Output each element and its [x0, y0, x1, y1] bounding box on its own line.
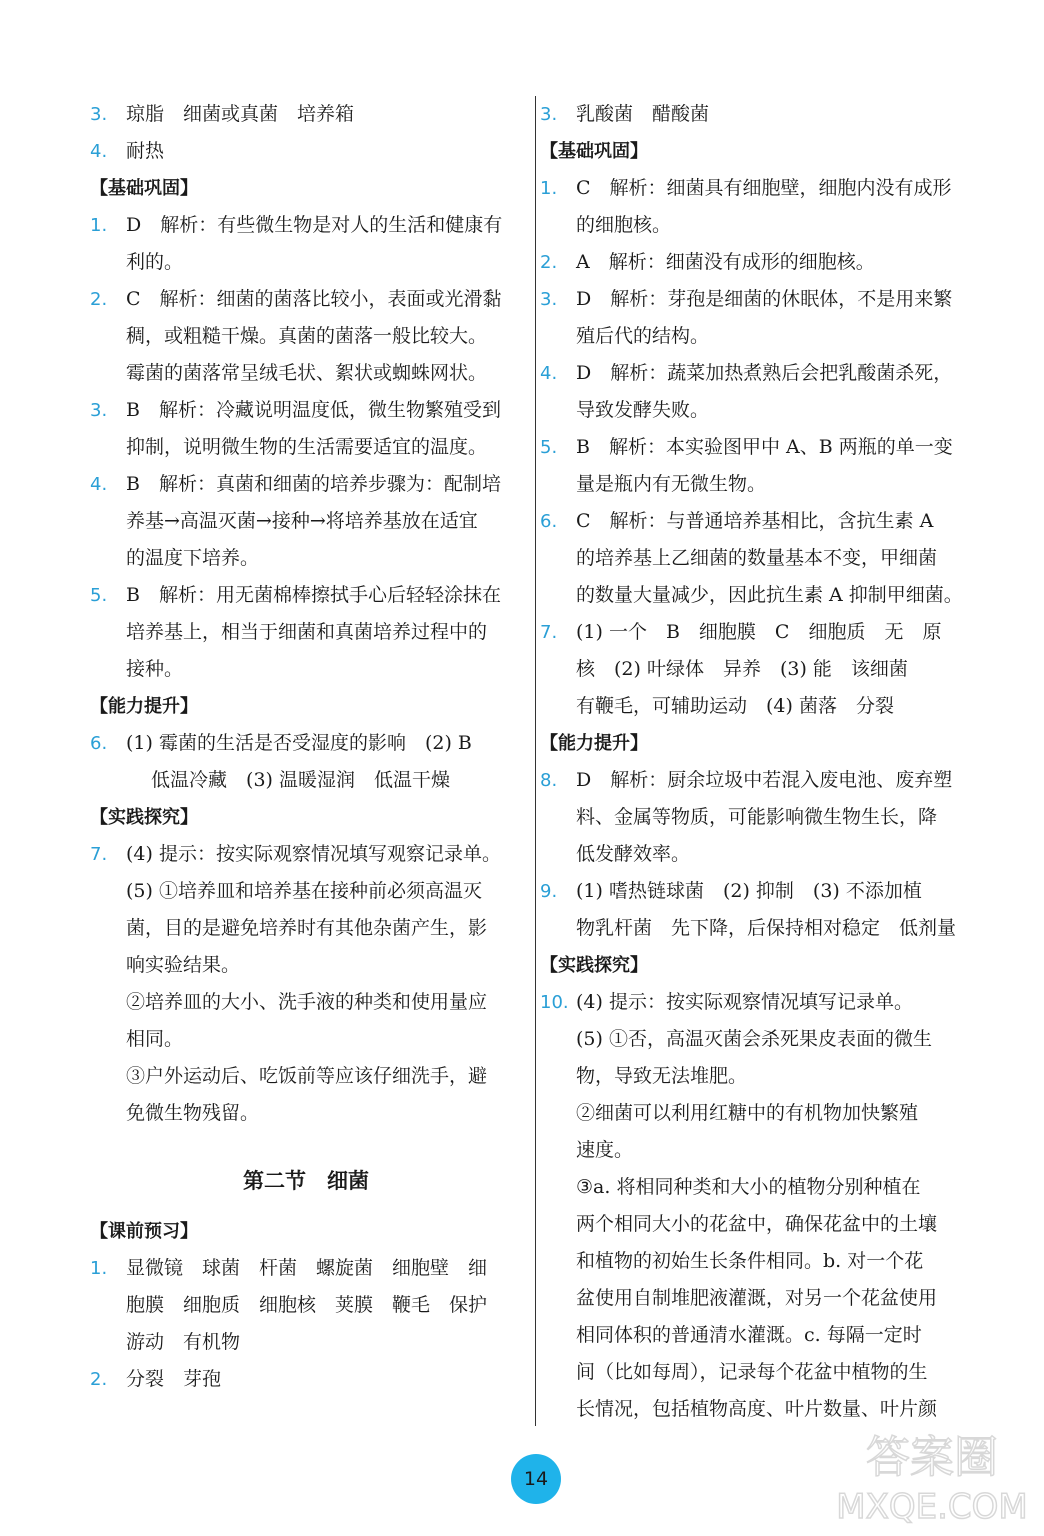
answer-item	[90, 133, 522, 170]
text-line: 低发酵效率。	[576, 843, 691, 865]
item-text	[126, 466, 522, 577]
item-text	[126, 725, 522, 799]
text-line: ③户外运动后、吃饭前等应该仔细洗手，避	[126, 1065, 488, 1087]
item-text	[576, 762, 976, 873]
item-text	[576, 984, 976, 1428]
item-text	[126, 577, 522, 688]
page-number-badge	[511, 1454, 561, 1504]
answer-item	[540, 614, 976, 725]
text-line: 的温度下培养。	[126, 547, 260, 569]
text-line: 霉菌的菌落常呈绒毛状、絮状或蜘蛛网状。	[126, 362, 488, 384]
item-text	[576, 170, 976, 244]
text-line: 盆使用自制堆肥液灌溉，对另一个花盆使用	[576, 1287, 938, 1309]
chapter-title: 第二节 细菌	[243, 1168, 369, 1193]
item-number: 7.	[540, 622, 558, 643]
text-line: (4) 提示：按实际观察情况填写观察记录单。	[126, 843, 501, 865]
section-heading: 【能力提升】	[540, 733, 648, 754]
text-line: 两个相同大小的花盆中，确保花盆中的土壤	[576, 1213, 938, 1235]
item-text	[576, 429, 976, 503]
answer-item	[540, 762, 976, 873]
text-line: 接种。	[126, 658, 184, 680]
answer-item	[90, 392, 522, 466]
text-line: 的细胞核。	[576, 214, 672, 236]
answer-item	[90, 207, 522, 281]
text-line: A 解析：细菌没有成形的细胞核。	[576, 251, 875, 273]
text-line: C 解析：细菌的菌落比较小，表面或光滑黏	[126, 288, 502, 310]
text-line: B 解析：本实验图甲中 A、B 两瓶的单一变	[576, 436, 953, 458]
answer-item	[540, 170, 976, 244]
item-text	[576, 281, 976, 355]
watermark-logo	[832, 1422, 1032, 1530]
text-line: ②培养皿的大小、洗手液的种类和使用量应	[126, 991, 488, 1013]
answer-item	[540, 244, 976, 281]
right-column	[540, 96, 976, 1428]
answer-item	[540, 281, 976, 355]
page-number: 14	[523, 1468, 549, 1490]
answer-item	[90, 281, 522, 392]
text-line: 物乳杆菌 先下降，后保持相对稳定 低剂量	[576, 917, 957, 939]
text-line: 殖后代的结构。	[576, 325, 710, 347]
item-number: 10.	[540, 992, 569, 1013]
item-text	[576, 873, 976, 947]
text-line: C 解析：与普通培养基相比，含抗生素 A	[576, 510, 934, 532]
text-line: 游动 有机物	[126, 1331, 241, 1353]
item-number: 2.	[90, 1369, 108, 1390]
text-line: 乳酸菌 醋酸菌	[576, 103, 710, 125]
text-line: (1) 一个 B 细胞膜 C 细胞质 无 原	[576, 621, 942, 643]
item-text	[576, 355, 976, 429]
section-heading: 【基础巩固】	[90, 178, 198, 199]
text-line: 胞膜 细胞质 细胞核 荚膜 鞭毛 保护	[126, 1294, 488, 1316]
item-number: 3.	[90, 400, 108, 421]
item-text	[576, 614, 976, 725]
text-line: 菌，目的是避免培养时有其他杂菌产生，影	[126, 917, 488, 939]
answer-item	[540, 873, 976, 947]
text-line: 速度。	[576, 1139, 634, 1161]
text-line: 显微镜 球菌 杆菌 螺旋菌 细胞壁 细	[126, 1257, 488, 1279]
text-line: (5) ①培养皿和培养基在接种前必须高温灭	[126, 880, 482, 902]
item-text	[126, 207, 522, 281]
text-line: 有鞭毛，可辅助运动 (4) 菌落 分裂	[576, 695, 894, 717]
text-line: 间（比如每周），记录每个花盆中植物的生	[576, 1361, 928, 1383]
text-line: (4) 提示：按实际观察情况填写记录单。	[576, 991, 913, 1013]
text-line: 低温冷藏 (3) 温暖湿润 低温干燥	[126, 769, 450, 791]
item-number: 5.	[90, 585, 108, 606]
text-line: (1) 霉菌的生活是否受湿度的影响 (2) B	[126, 732, 472, 754]
answer-item	[90, 466, 522, 577]
item-text	[576, 503, 976, 614]
text-line: D 解析：有些微生物是对人的生活和健康有	[126, 214, 503, 236]
text-line: 的培养基上乙细菌的数量基本不变，甲细菌	[576, 547, 938, 569]
section-heading: 【基础巩固】	[540, 141, 648, 162]
text-line: B 解析：真菌和细菌的培养步骤为：配制培	[126, 473, 501, 495]
text-line: 核 (2) 叶绿体 异养 (3) 能 该细菌	[576, 658, 908, 680]
text-line: C 解析：细菌具有细胞壁，细胞内没有成形	[576, 177, 952, 199]
watermark-line1: 答案圈	[866, 1432, 998, 1483]
answer-item	[90, 577, 522, 688]
item-text	[126, 392, 522, 466]
item-text	[126, 281, 522, 392]
section-heading: 【能力提升】	[90, 696, 198, 717]
item-number: 6.	[540, 511, 558, 532]
item-number: 3.	[540, 289, 558, 310]
text-line: 相同。	[126, 1028, 184, 1050]
text-line: 培养基上，相当于细菌和真菌培养过程中的	[126, 621, 488, 643]
text-line: D 解析：芽孢是细菌的休眠体，不是用来繁	[576, 288, 953, 310]
text-line: D 解析：厨余垃圾中若混入废电池、废弃塑	[576, 769, 953, 791]
item-number: 1.	[540, 178, 558, 199]
text-line: (1) 嗜热链球菌 (2) 抑制 (3) 不添加植	[576, 880, 922, 902]
text-line: B 解析：冷藏说明温度低，微生物繁殖受到	[126, 399, 501, 421]
item-text	[126, 836, 522, 1132]
watermark-line2: MXQE.COM	[836, 1487, 1028, 1527]
item-number: 3.	[540, 104, 558, 125]
text-line: 导致发酵失败。	[576, 399, 710, 421]
answer-item	[90, 96, 522, 133]
answer-item	[540, 429, 976, 503]
item-text	[576, 244, 976, 281]
answer-item	[540, 355, 976, 429]
item-text	[126, 133, 522, 170]
text-line: 利的。	[126, 251, 184, 273]
answer-item	[90, 1250, 522, 1361]
text-line: 的数量大量减少，因此抗生素 A 抑制甲细菌。	[576, 584, 963, 606]
text-line: 耐热	[126, 140, 165, 162]
item-number: 7.	[90, 844, 108, 865]
section-heading: 【实践探究】	[540, 955, 648, 976]
section-heading: 【实践探究】	[90, 807, 198, 828]
text-line: 长情况，包括植物高度、叶片数量、叶片颜	[576, 1398, 938, 1420]
answer-item	[540, 96, 976, 133]
item-number: 1.	[90, 1258, 108, 1279]
text-line: 响实验结果。	[126, 954, 241, 976]
item-number: 2.	[540, 252, 558, 273]
section-heading: 【课前预习】	[90, 1221, 198, 1242]
answer-item	[540, 984, 976, 1428]
item-text	[576, 96, 976, 133]
text-line: 料、金属等物质，可能影响微生物生长，降	[576, 806, 938, 828]
text-line: ③a. 将相同种类和大小的植物分别种植在	[576, 1176, 921, 1198]
text-line: (5) ①否，高温灭菌会杀死果皮表面的微生	[576, 1028, 932, 1050]
text-line: B 解析：用无菌棉棒擦拭手心后轻轻涂抹在	[126, 584, 501, 606]
item-number: 3.	[90, 104, 108, 125]
column-divider	[535, 96, 536, 1426]
item-number: 4.	[90, 141, 108, 162]
answer-item	[90, 836, 522, 1132]
text-line: D 解析：蔬菜加热煮熟后会把乳酸菌杀死，	[576, 362, 953, 384]
item-text	[126, 1361, 522, 1398]
text-line: 相同体积的普通清水灌溉。c. 每隔一定时	[576, 1324, 922, 1346]
item-number: 8.	[540, 770, 558, 791]
item-text	[126, 1250, 522, 1361]
item-text	[126, 96, 522, 133]
item-number: 4.	[90, 474, 108, 495]
item-number: 4.	[540, 363, 558, 384]
answer-item	[90, 1361, 522, 1398]
answer-item	[540, 503, 976, 614]
text-line: 分裂 芽孢	[126, 1368, 222, 1390]
item-number: 9.	[540, 881, 558, 902]
text-line: 抑制，说明微生物的生活需要适宜的温度。	[126, 436, 488, 458]
text-line: ②细菌可以利用红糖中的有机物加快繁殖	[576, 1102, 919, 1124]
item-number: 6.	[90, 733, 108, 754]
item-number: 5.	[540, 437, 558, 458]
text-line: 稠，或粗糙干燥。真菌的菌落一般比较大。	[126, 325, 488, 347]
item-number: 1.	[90, 215, 108, 236]
text-line: 和植物的初始生长条件相同。b. 对一个花	[576, 1250, 924, 1272]
text-line: 琼脂 细菌或真菌 培养箱	[126, 103, 355, 125]
item-number: 2.	[90, 289, 108, 310]
answer-item	[90, 725, 522, 799]
text-line: 免微生物残留。	[126, 1102, 260, 1124]
text-line: 养基→高温灭菌→接种→将培养基放在适宜	[126, 510, 478, 532]
text-line: 量是瓶内有无微生物。	[576, 473, 767, 495]
text-line: 物，导致无法堆肥。	[576, 1065, 748, 1087]
left-column	[90, 96, 522, 1398]
